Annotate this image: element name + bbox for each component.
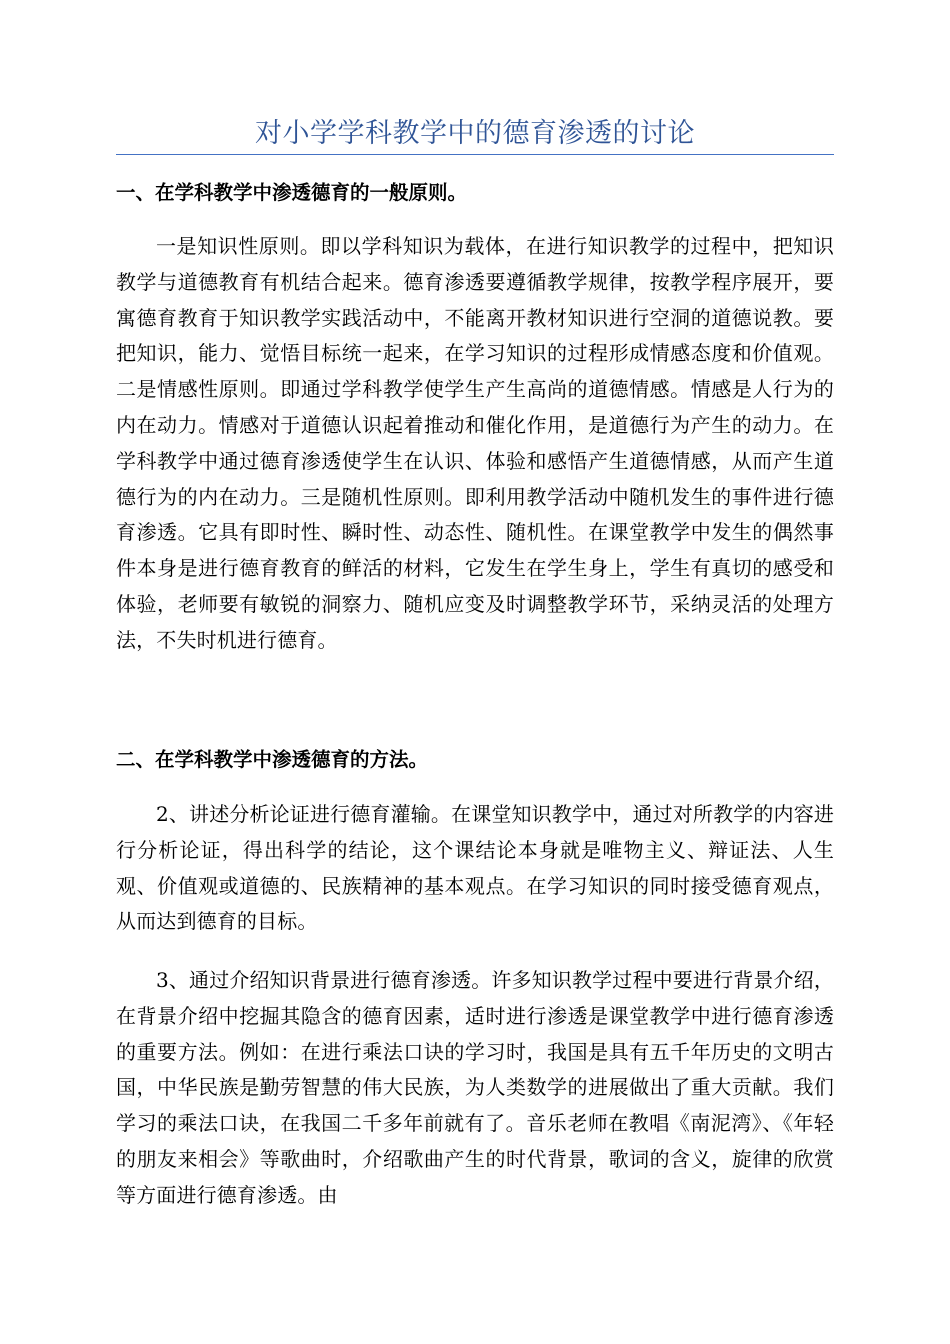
document-title: 对小学学科教学中的德育渗透的讨论 xyxy=(255,118,695,149)
section-heading-1: 一、在学科教学中渗透德育的一般原则。 xyxy=(116,181,468,204)
section-heading-2: 二、在学科教学中渗透德育的方法。 xyxy=(116,748,429,771)
title-underline xyxy=(116,154,834,155)
section-2-paragraph-2: 3、通过介绍知识背景进行德育渗透。许多知识教学过程中要进行背景介绍，在背景介绍中挖掘其隐含的德育因素，适时进行渗透是课堂教学中进行德育渗透的重要方法。例如：在进行乘法口诀的学习时，我国是具有五千年历史的文明古国，中华民族是勤劳智慧的伟大民族，为人类数学的进展做出了重大贡献。我们学习的乘法口诀，在我国二千多年前就有了。音乐老师在教唱《南泥湾》、《年轻的朋友来相会》等歌曲时，介绍歌曲产生的时代背景，歌词的含义，旋律的欣赏等方面进行德育渗透。由 xyxy=(116,968,834,1207)
section-2-paragraph-1: 2、讲述分析论证进行德育灌输。在课堂知识教学中，通过对所教学的内容进行分析论证，得出科学的结论，这个课结论本身就是唯物主义、辩证法、人生观、价值观或道德的、民族精神的基本观点。在学习知识的同时接受德育观点，从而达到德育的目标。 xyxy=(116,802,834,934)
section-1-paragraph-1: 一是知识性原则。即以学科知识为载体，在进行知识教学的过程中，把知识教学与道德教育有机结合起来。德育渗透要遵循教学规律，按教学程序展开，要寓德育教育于知识教学实践活动中，不能离开教材知识进行空洞的道德说教。要把知识，能力、觉悟目标统一起来，在学习知识的过程形成情感态度和价值观。二是情感性原则。即通过学科教学使学生产生高尚的道德情感。情感是人行为的内在动力。情感对于道德认识起着推动和催化作用，是道德行为产生的动力。在学科教学中通过德育渗透使学生在认识、体验和感悟产生道德情感，从而产生道德行为的内在动力。三是随机性原则。即利用教学活动中随机发生的事件进行德育渗透。它具有即时性、瞬时性、动态性、随机性。在课堂教学中发生的偶然事件本身是进行德育教育的鲜活的材料，它发生在学生身上，学生有真切的感受和体验，老师要有敏锐的洞察力、随机应变及时调整教学环节，采纳灵活的处理方法，不失时机进行德育。 xyxy=(116,234,834,652)
